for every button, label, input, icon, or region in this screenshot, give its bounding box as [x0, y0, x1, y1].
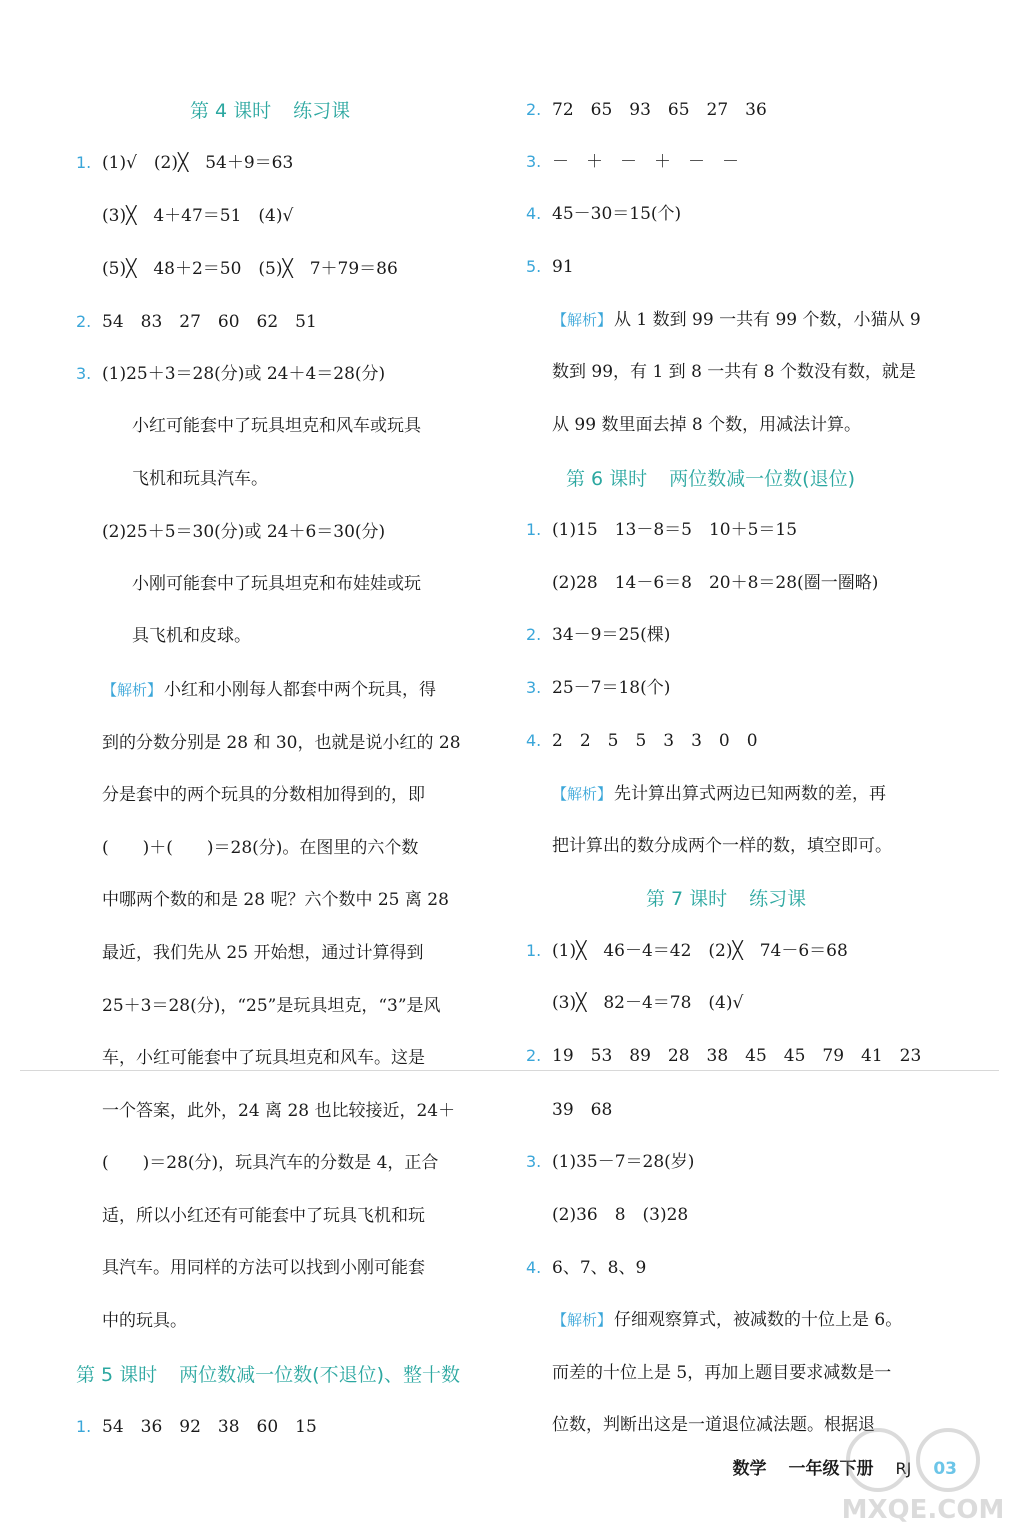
- answer-text: (1)√ (2)╳ 54＋9＝63: [102, 153, 294, 173]
- lesson-number: 第 5 课时: [76, 1364, 158, 1386]
- analysis-line: [526, 833, 892, 859]
- answer-line: [526, 938, 848, 964]
- footer-grade: 一年级下册: [788, 1459, 874, 1479]
- answer-text: 6、7、8、9: [552, 1258, 647, 1278]
- answer-line: [76, 150, 293, 176]
- section-title-lesson5: [76, 1362, 460, 1388]
- question-number: 1.: [76, 153, 92, 172]
- answer-line: [526, 570, 878, 596]
- answer-line: [526, 149, 739, 175]
- answer-line: [526, 675, 670, 701]
- analysis-tag: 【解析】: [552, 785, 613, 803]
- analysis-text: 分是套中的两个玩具的分数相加得到的，即: [102, 785, 425, 805]
- analysis-line: [526, 412, 861, 438]
- lesson-number: 第 4 课时: [190, 100, 272, 122]
- analysis-line: [526, 781, 886, 807]
- analysis-tag: 【解析】: [102, 681, 163, 699]
- section-title-lesson7: [646, 886, 806, 912]
- lesson-number: 第 7 课时: [646, 888, 728, 910]
- analysis-tag: 【解析】: [552, 311, 613, 329]
- question-number: 4.: [526, 204, 542, 223]
- answer-line: [526, 1043, 921, 1069]
- question-number: 1.: [526, 941, 542, 960]
- analysis-text: 而差的十位上是 5，再加上题目要求减数是一: [552, 1363, 892, 1383]
- analysis-text: 把计算出的数分成两个一样的数，填空即可。: [552, 836, 892, 856]
- analysis-line: [76, 835, 418, 861]
- footer-code: RJ: [895, 1459, 912, 1478]
- question-number: 2.: [76, 312, 92, 331]
- question-number: 3.: [526, 678, 542, 697]
- section-title-lesson6: [566, 466, 855, 492]
- answer-line: [76, 361, 385, 387]
- answer-text: 25－7＝18(个): [552, 678, 671, 698]
- analysis-line: [76, 940, 423, 966]
- analysis-text: 一个答案，此外，24 离 28 也比较接近，24＋: [102, 1101, 456, 1121]
- analysis-line: [76, 730, 461, 756]
- lesson-number: 第 6 课时: [566, 468, 648, 490]
- answer-text: (1)15 13－8＝5 10＋5＝15: [552, 520, 798, 540]
- lesson-name: 两位数减一位数(退位): [669, 468, 855, 490]
- analysis-text: ( )＝28(分)，玩具汽车的分数是 4，正合: [102, 1153, 439, 1173]
- analysis-line: [76, 677, 436, 703]
- watermark-logo: [838, 1420, 1008, 1530]
- answer-line: [76, 571, 421, 597]
- answer-line: [526, 201, 681, 227]
- analysis-line: [76, 1045, 425, 1071]
- analysis-line: [76, 1098, 455, 1124]
- fold-divider: [20, 1070, 999, 1071]
- answer-text: (1)25＋3＝28(分)或 24＋4＝28(分): [102, 364, 386, 384]
- analysis-line: [526, 1412, 875, 1438]
- question-number: 3.: [76, 364, 92, 383]
- question-number: 1.: [76, 1417, 92, 1436]
- answer-text: 39 68: [552, 1100, 613, 1120]
- analysis-text: 最近，我们先从 25 开始想，通过计算得到: [102, 943, 424, 963]
- analysis-line: [76, 1255, 425, 1281]
- footer-subject: 数学: [732, 1459, 767, 1479]
- question-number: 5.: [526, 257, 542, 276]
- question-number: 2.: [526, 1046, 542, 1065]
- answer-line: [526, 622, 670, 648]
- analysis-tag: 【解析】: [552, 1311, 613, 1329]
- analysis-text: 先计算出算式两边已知两数的差，再: [614, 784, 887, 804]
- answer-text: (2)25＋5＝30(分)或 24＋6＝30(分): [102, 522, 386, 542]
- answer-line: [526, 1255, 646, 1281]
- analysis-line: [76, 993, 441, 1019]
- answer-text: (2)36 8 (3)28: [552, 1205, 689, 1225]
- analysis-text: 从 1 数到 99 一共有 99 个数，小猫从 9: [614, 310, 921, 330]
- answer-text: (3)╳ 82－4＝78 (4)√: [552, 993, 744, 1013]
- analysis-text: 中哪两个数的和是 28 呢？六个数中 25 离 28: [102, 890, 449, 910]
- answer-text: 飞机和玩具汽车。: [132, 469, 268, 489]
- answer-line: [526, 254, 574, 280]
- analysis-line: [76, 1150, 438, 1176]
- lesson-name: 两位数减一位数(不退位)、整十数: [179, 1364, 460, 1386]
- analysis-text: 适，所以小红还有可能套中了玩具飞机和玩: [102, 1206, 425, 1226]
- section-title-lesson4: [190, 98, 350, 124]
- answer-text: 54 36 92 38 60 15: [102, 1417, 317, 1437]
- answer-text: 72 65 93 65 27 36: [552, 100, 767, 120]
- answer-line: [526, 728, 758, 754]
- watermark-text: MXQE.COM: [841, 1495, 1005, 1525]
- question-number: 3.: [526, 152, 542, 171]
- answer-text: 91: [552, 257, 574, 277]
- analysis-line: [76, 1308, 187, 1334]
- answer-line: [526, 1202, 688, 1228]
- answer-line: [76, 309, 317, 335]
- answer-text: 2 2 5 5 3 3 0 0: [552, 731, 758, 751]
- answer-line: [76, 519, 385, 545]
- answer-line: [526, 97, 767, 123]
- analysis-line: [76, 782, 425, 808]
- question-number: 1.: [526, 520, 542, 539]
- answer-text: 34－9＝25(棵): [552, 625, 671, 645]
- answer-line: [526, 990, 743, 1016]
- answer-line: [76, 413, 421, 439]
- lesson-name: 练习课: [293, 100, 351, 122]
- answer-text: 小红可能套中了玩具坦克和风车或玩具: [132, 416, 421, 436]
- analysis-text: 中的玩具。: [102, 1311, 187, 1331]
- analysis-text: ( )＋( )＝28(分)。在图里的六个数: [102, 838, 419, 858]
- question-number: 2.: [526, 100, 542, 119]
- analysis-line: [526, 1307, 902, 1333]
- answer-text: (1)35－7＝28(岁): [552, 1152, 695, 1172]
- answer-line: [76, 256, 398, 282]
- analysis-line: [526, 1360, 891, 1386]
- analysis-line: [526, 359, 916, 385]
- question-number: 2.: [526, 625, 542, 644]
- analysis-line: [76, 1203, 425, 1229]
- answer-line: [526, 517, 797, 543]
- answer-line: [526, 1149, 694, 1175]
- answer-text: (1)╳ 46－4＝42 (2)╳ 74－6＝68: [552, 941, 848, 961]
- analysis-text: 车，小红可能套中了玩具坦克和风车。这是: [102, 1048, 425, 1068]
- answer-text: (5)╳ 48＋2＝50 (5)╳ 7＋79＝86: [102, 259, 398, 279]
- analysis-text: 从 99 数里面去掉 8 个数，用减法计算。: [552, 415, 862, 435]
- question-number: 4.: [526, 731, 542, 750]
- analysis-text: 25＋3＝28(分)，“25”是玩具坦克，“3”是风: [102, 996, 441, 1016]
- answer-text: 19 53 89 28 38 45 45 79 41 23: [552, 1046, 922, 1066]
- analysis-text: 位数，判断出这是一道退位减法题。根据退: [552, 1415, 875, 1435]
- answer-line: [76, 203, 293, 229]
- answer-text: 45－30＝15(个): [552, 204, 682, 224]
- answer-line: [76, 623, 251, 649]
- question-number: 3.: [526, 1152, 542, 1171]
- answer-text: 54 83 27 60 62 51: [102, 312, 317, 332]
- answer-text: (2)28 14－6＝8 20＋8＝28(圈一圈略): [552, 573, 879, 593]
- analysis-line: [526, 307, 921, 333]
- analysis-text: 数到 99，有 1 到 8 一共有 8 个数没有数，就是: [552, 362, 916, 382]
- lesson-name: 练习课: [749, 888, 807, 910]
- answer-line: [76, 466, 268, 492]
- answer-text: 具飞机和皮球。: [132, 626, 251, 646]
- page-number: 03: [933, 1459, 957, 1479]
- analysis-text: 具汽车。用同样的方法可以找到小刚可能套: [102, 1258, 425, 1278]
- analysis-text: 仔细观察算式，被减数的十位上是 6。: [614, 1310, 903, 1330]
- analysis-text: 小红和小刚每人都套中两个玩具，得: [164, 680, 437, 700]
- answer-text: 小刚可能套中了玩具坦克和布娃娃或玩: [132, 574, 421, 594]
- answer-line: [526, 1097, 612, 1123]
- analysis-text: 到的分数分别是 28 和 30，也就是说小红的 28: [102, 733, 461, 753]
- analysis-line: [76, 887, 449, 913]
- answer-line: [76, 1414, 317, 1440]
- question-number: 4.: [526, 1258, 542, 1277]
- answer-text: (3)╳ 4＋47＝51 (4)√: [102, 206, 294, 226]
- answer-text: － ＋ － ＋ － －: [552, 152, 739, 172]
